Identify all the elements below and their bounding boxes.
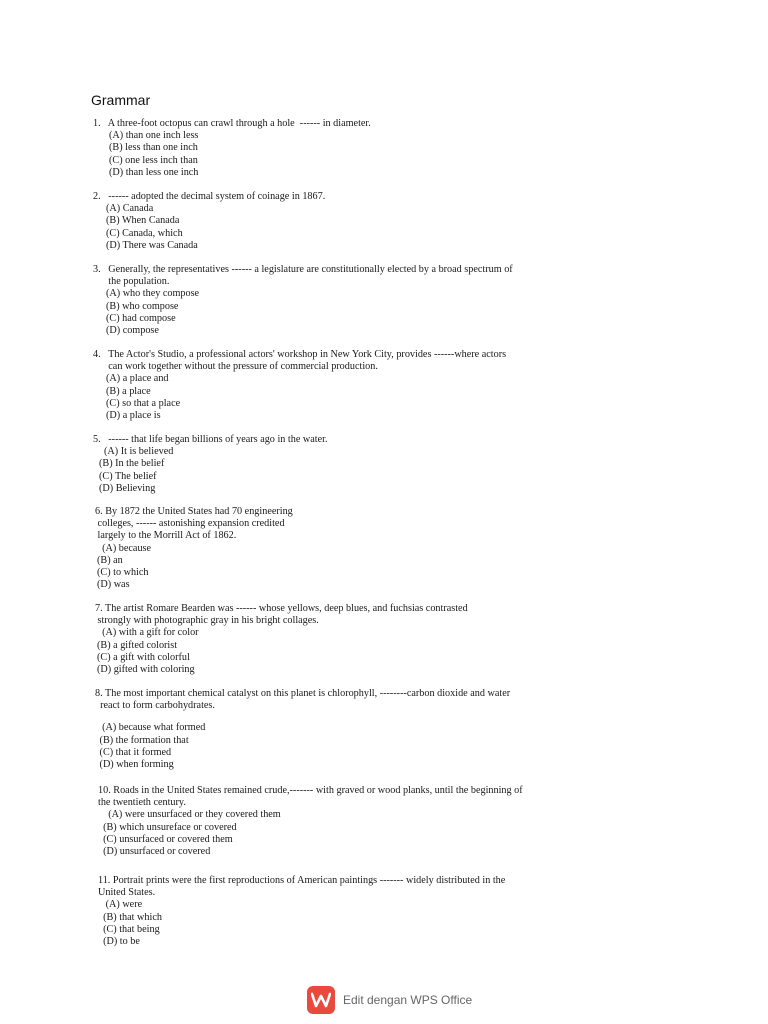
answer-option: (A) because (97, 542, 152, 554)
answer-option: (B) a gifted colorist (97, 639, 178, 651)
answer-option: (C) so that a place (106, 397, 181, 409)
question-stem: 4. The Actor's Studio, a professional actors' workshop in New York City, provides ------where actors can work together without the pressure of commercial production. (93, 349, 507, 373)
question-10 (98, 785, 523, 858)
answer-option: (B) When Canada (106, 215, 180, 227)
answer-option: (B) that which (98, 911, 162, 923)
answer-option: (C) unsurfaced or covered them (98, 833, 233, 845)
answer-option: (D) than less one inch (109, 166, 199, 178)
question-stem: 11. Portrait prints were the first reproductions of American paintings ------- widely distributed in the United States. (98, 875, 506, 899)
question-8 (95, 688, 510, 771)
answer-option: (B) In the belief (99, 458, 165, 470)
question-7 (95, 603, 468, 676)
question-4 (93, 349, 506, 422)
answer-option: (A) than one inch less (109, 130, 199, 142)
answer-option: (B) a place (106, 385, 151, 397)
question-stem: 6. By 1872 the United States had 70 engineering colleges, ------ astonishing expansion credited largely to the Morrill Act of 1862. (95, 506, 293, 542)
question-1 (93, 118, 371, 179)
answer-option: (C) The belief (99, 470, 157, 482)
answer-option: (D) gifted with coloring (97, 664, 195, 676)
answer-option: (B) who compose (106, 300, 179, 312)
edit-with-wps-button[interactable] (307, 985, 472, 1015)
answer-option: (A) who they compose (106, 288, 200, 300)
question-stem: 2. ------ adopted the decimal system of coinage in 1867. (93, 191, 326, 202)
answer-option: (C) that being (98, 923, 160, 935)
answer-option: (C) that it formed (97, 746, 172, 758)
answer-option: (D) a place is (106, 410, 161, 422)
answer-option: (B) an (97, 554, 123, 566)
question-3 (93, 264, 513, 337)
edit-with-wps-label: Edit dengan WPS Office (343, 993, 473, 1007)
answer-option: (A) a place and (106, 373, 169, 385)
question-stem: 1. A three-foot octopus can crawl through a hole ------ in diameter. (93, 118, 371, 129)
answer-option: (D) to be (98, 936, 140, 948)
answer-option: (A) Canada (106, 203, 154, 215)
answer-option: (C) Canada, which (106, 227, 183, 239)
answer-option: (D) There was Canada (106, 239, 198, 251)
answer-option: (A) were (98, 899, 143, 911)
question-2 (93, 191, 325, 252)
answer-option: (A) were unsurfaced or they covered them (98, 809, 281, 821)
answer-option: (A) because what formed (97, 722, 206, 734)
answer-option: (C) had compose (106, 312, 176, 324)
answer-option: (D) when forming (97, 759, 174, 771)
question-11 (98, 875, 505, 948)
answer-option: (B) the formation that (97, 734, 189, 746)
question-5 (93, 434, 328, 495)
answer-option: (D) unsurfaced or covered (98, 846, 211, 858)
answer-option: (C) one less inch than (109, 154, 198, 166)
answer-option: (C) a gift with colorful (97, 651, 190, 663)
answer-option: (B) which unsureface or covered (98, 821, 237, 833)
answer-option: (A) It is believed (104, 446, 174, 458)
answer-option: (D) compose (106, 325, 159, 337)
question-stem: 7. The artist Romare Bearden was ------ whose yellows, deep blues, and fuchsias contrasted strongly with photographic gray in his bright collages. (95, 603, 468, 627)
answer-option: (D) was (97, 579, 130, 591)
question-stem: 5. ------ that life began billions of years ago in the water. (93, 434, 328, 445)
question-stem: 10. Roads in the United States remained crude,------- with graved or wood planks, until the beginning of the twentieth century. (98, 785, 523, 809)
question-stem: 3. Generally, the representatives ------ a legislature are constitutionally elected by a broad spectrum of the population. (93, 264, 513, 288)
answer-option: (A) with a gift for color (97, 627, 199, 639)
question-stem: 8. The most important chemical catalyst on this planet is chlorophyll, --------carbon dioxide and water react to form carbohydrates. (95, 688, 511, 712)
answer-option: (D) Believing (99, 482, 156, 494)
question-6 (95, 506, 293, 591)
page-title: Grammar (91, 92, 151, 108)
answer-option: (B) less than one inch (109, 142, 198, 154)
answer-option: (C) to which (97, 567, 149, 579)
wps-office-icon (307, 986, 335, 1014)
